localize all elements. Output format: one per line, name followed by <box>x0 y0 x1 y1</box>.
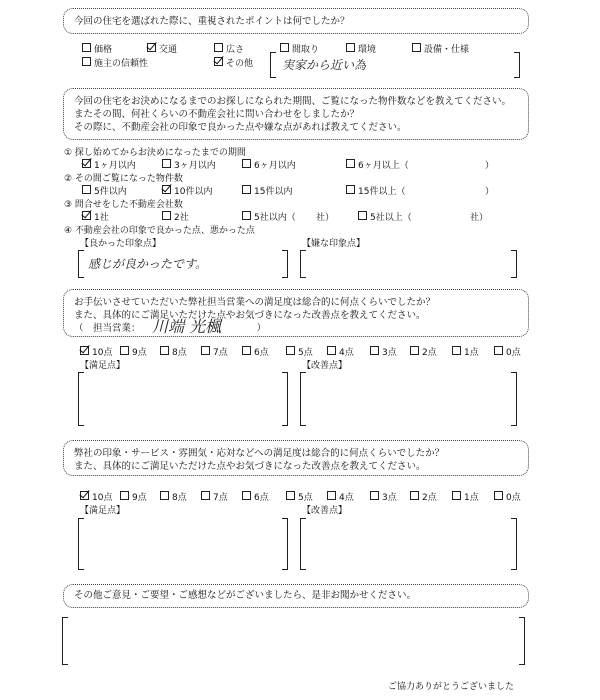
q2-good-answer[interactable]: 感じが良かったです。 <box>88 257 208 271</box>
q2-good-bracket-left <box>78 250 84 278</box>
q3-score-option[interactable] <box>410 345 437 358</box>
q1-option-transport[interactable]: 交通 <box>147 42 177 55</box>
q3-score-label: 4点 <box>339 348 354 358</box>
q4-score-label: 9点 <box>132 493 147 503</box>
q3-score-label: 8点 <box>172 348 187 358</box>
q2-prop-opt-3[interactable]: 15件以内 <box>242 184 292 197</box>
q2-line-3: その際に、不動産会社の印象で良かった点や嫌な点があれば教えてください。 <box>74 122 407 133</box>
q3-score-label: 7点 <box>213 348 228 358</box>
q1-checkbox-layout[interactable] <box>280 43 289 52</box>
q4-improve-bracket-left <box>300 518 306 570</box>
q4-question-box <box>63 440 529 476</box>
q1-option-price[interactable]: 価格 <box>82 42 112 55</box>
q2-period-checkbox-4[interactable] <box>346 159 355 168</box>
q4-score-checkbox[interactable] <box>201 491 210 500</box>
q2-period-checkbox-1[interactable] <box>82 159 91 168</box>
q3-score-label: 9点 <box>132 348 147 358</box>
q3-score-checkbox[interactable] <box>201 346 210 355</box>
q4-score-label: 0点 <box>506 493 521 503</box>
q1-checkbox-equipment[interactable] <box>412 43 421 52</box>
q3-line-1: お手伝いさせていただいた弊社担当営業への満足度は総合的に何点くらいでしたか？ <box>74 297 436 308</box>
q1-checkbox-environment[interactable] <box>346 43 355 52</box>
q2-period-opt-4[interactable]: 6ヶ月以上（ <box>346 158 409 171</box>
q1-checkbox-price[interactable] <box>82 43 91 52</box>
q4-score-option[interactable] <box>452 490 479 503</box>
q3-score-label: 6点 <box>254 348 269 358</box>
q2-prop-opt-1[interactable]: 5件以内 <box>82 184 127 197</box>
q3-score-label: 10点 <box>92 348 113 358</box>
q2-good-bracket-right <box>282 250 288 278</box>
q3-satisfied-bracket-right <box>282 372 288 426</box>
q2-prop-opt-4[interactable]: 15件以上（ <box>346 184 405 197</box>
q4-score-checkbox[interactable] <box>80 491 89 500</box>
q3-score-option[interactable] <box>160 345 187 358</box>
q4-score-label: 2点 <box>422 493 437 503</box>
q3-improve-bracket-left <box>300 372 306 426</box>
q2-period-checkbox-2[interactable] <box>162 159 171 168</box>
q4-improve-label: 【改善点】 <box>302 506 348 516</box>
q2-prop-close: ） <box>485 187 495 197</box>
q4-score-label: 7点 <box>213 493 228 503</box>
q1-question: 今回の住宅を選ばれた際に、重視されたポイントは何でしたか？ <box>74 16 350 27</box>
q4-line-1: 弊社の印象・サービス・雰囲気・応対などへの満足度は総合的に何点くらいでしたか？ <box>74 448 445 459</box>
q4-score-checkbox[interactable] <box>242 491 251 500</box>
q3-score-option[interactable] <box>242 345 269 358</box>
q1-checkbox-other[interactable] <box>214 57 223 66</box>
q4-score-option[interactable] <box>201 490 228 503</box>
q2-question-box <box>63 88 529 140</box>
q3-question-box <box>63 289 529 337</box>
q3-rep-name[interactable]: 川端 光楓 <box>152 317 222 336</box>
q2-prop-checkbox-1[interactable] <box>82 185 91 194</box>
q1-other-bracket-left <box>270 52 276 78</box>
q4-score-option[interactable] <box>242 490 269 503</box>
q4-score-checkbox[interactable] <box>120 491 129 500</box>
q2-comp-opt-2[interactable]: 2社 <box>162 210 189 223</box>
q4-line-2: また、具体的にご満足いただけた点やお気づきになった改善点を教えてください。 <box>74 461 426 472</box>
q3-satisfied-label: 【満足点】 <box>80 361 126 371</box>
q1-checkbox-builder-trust[interactable] <box>82 57 91 66</box>
q3-score-checkbox[interactable] <box>327 346 336 355</box>
q4-score-checkbox[interactable] <box>370 491 379 500</box>
q5-bracket-left <box>62 617 68 665</box>
q4-score-checkbox[interactable] <box>286 491 295 500</box>
q2-prop-checkbox-3[interactable] <box>242 185 251 194</box>
q4-score-option[interactable] <box>80 490 112 503</box>
q4-satisfied-bracket-left <box>78 518 84 570</box>
q3-score-option[interactable] <box>370 345 397 358</box>
q5-bracket-right <box>519 617 525 665</box>
q4-score-label: 8点 <box>172 493 187 503</box>
q3-score-label: 2点 <box>422 348 437 358</box>
q2-comp-unit-2: 社） <box>470 213 489 223</box>
q2-line-1: 今回の住宅をお決めになるまでのお探しになられた期間、ご覧になった物件数などを教えてください。 <box>74 96 512 107</box>
q4-score-option[interactable] <box>410 490 437 503</box>
q2-period-close: ） <box>485 161 495 171</box>
q2-comp-checkbox-3[interactable] <box>242 211 251 220</box>
q4-score-label: 3点 <box>382 493 397 503</box>
q2-bad-bracket-right <box>511 250 517 278</box>
q1-checkbox-size[interactable] <box>214 43 223 52</box>
q2-bad-label: 【嫌な印象点】 <box>302 239 366 249</box>
q2-bad-bracket-left <box>300 250 306 278</box>
q4-score-option[interactable] <box>120 490 147 503</box>
q2-period-opt-1[interactable]: 1ヶ月以内 <box>82 158 136 171</box>
q3-score-checkbox[interactable] <box>410 346 419 355</box>
q3-score-checkbox[interactable] <box>286 346 295 355</box>
q5-question: その他ご意見・ご要望・ご感想などがございましたら、是非お聞かせください。 <box>74 590 417 601</box>
q2-properties-title: ② その間ご覧になった物件数 <box>64 174 183 184</box>
q3-score-option[interactable] <box>80 345 112 358</box>
q1-option-size[interactable]: 広さ <box>214 42 244 55</box>
q1-question-box <box>63 8 529 34</box>
q2-prop-checkbox-4[interactable] <box>346 185 355 194</box>
q3-score-option[interactable] <box>201 345 228 358</box>
q2-comp-opt-3[interactable]: 5社以内（ <box>242 210 296 223</box>
q2-comp-opt-4[interactable]: 5社以上（ <box>358 210 412 223</box>
q3-rep-label: （ 担当営業： <box>74 323 141 334</box>
q2-period-opt-2[interactable]: 3ヶ月以内 <box>162 158 216 171</box>
footer-thanks: ご協力ありがとうございました <box>388 682 515 692</box>
q4-score-label: 4点 <box>339 493 354 503</box>
q3-score-checkbox[interactable] <box>494 346 503 355</box>
q4-score-option[interactable] <box>160 490 187 503</box>
q1-other-bracket-right <box>514 52 520 78</box>
q1-option-other[interactable]: その他 <box>214 56 253 69</box>
q4-satisfied-label: 【満足点】 <box>80 506 126 516</box>
q3-score-checkbox[interactable] <box>242 346 251 355</box>
q2-comp-checkbox-4[interactable] <box>358 211 367 220</box>
q1-other-answer[interactable]: 実家から近い為 <box>282 58 367 72</box>
q4-score-option[interactable] <box>286 490 313 503</box>
q3-score-option[interactable] <box>494 345 521 358</box>
q3-score-option[interactable] <box>327 345 354 358</box>
q2-period-opt-3[interactable]: 6ヶ月以内 <box>242 158 296 171</box>
q4-score-checkbox[interactable] <box>327 491 336 500</box>
q5-question-box <box>63 584 529 608</box>
q3-rep-close: ） <box>256 323 267 334</box>
q2-period-title: ① 探し始めてからお決めになったまでの期間 <box>64 148 246 158</box>
q2-period-checkbox-3[interactable] <box>242 159 251 168</box>
q2-comp-opt-1[interactable]: 1社 <box>82 210 109 223</box>
q4-score-label: 10点 <box>92 493 113 503</box>
q4-score-option[interactable] <box>370 490 397 503</box>
q3-line-2: また、具体的にご満足いただけた点やお気づきになった改善点を教えてください。 <box>74 310 426 321</box>
q2-comp-unit-1: 社） <box>316 213 335 223</box>
q1-option-layout[interactable]: 間取り <box>280 42 319 55</box>
q2-comp-checkbox-1[interactable] <box>82 211 91 220</box>
q3-satisfied-bracket-left <box>78 372 84 426</box>
q2-prop-checkbox-2[interactable] <box>162 185 171 194</box>
q3-score-checkbox[interactable] <box>120 346 129 355</box>
q3-improve-bracket-right <box>511 372 517 426</box>
q3-score-label: 5点 <box>298 348 313 358</box>
q4-score-checkbox[interactable] <box>410 491 419 500</box>
q4-improve-bracket-right <box>511 518 517 570</box>
q4-score-checkbox[interactable] <box>494 491 503 500</box>
q4-score-option[interactable] <box>327 490 354 503</box>
q1-option-builder-trust[interactable]: 施主の信頼性 <box>82 56 148 69</box>
q1-option-environment[interactable]: 環境 <box>346 42 376 55</box>
q2-comp-checkbox-2[interactable] <box>162 211 171 220</box>
q1-option-equipment[interactable]: 設備・仕様 <box>412 42 469 55</box>
q3-score-checkbox[interactable] <box>452 346 461 355</box>
q3-rep-line <box>74 322 518 335</box>
q3-score-label: 1点 <box>464 348 479 358</box>
q3-score-checkbox[interactable] <box>160 346 169 355</box>
q3-score-label: 3点 <box>382 348 397 358</box>
q3-improve-label: 【改善点】 <box>302 361 348 371</box>
q3-score-checkbox[interactable] <box>80 346 89 355</box>
q3-score-label: 0点 <box>506 348 521 358</box>
q4-score-label: 1点 <box>464 493 479 503</box>
q3-score-option[interactable] <box>120 345 147 358</box>
q2-line-2: またその間、何社くらいの不動産会社に問い合わせをしましたか？ <box>74 109 360 120</box>
q3-score-option[interactable] <box>452 345 479 358</box>
q1-checkbox-transport[interactable] <box>147 43 156 52</box>
q4-score-option[interactable] <box>494 490 521 503</box>
q4-score-label: 6点 <box>254 493 269 503</box>
q3-score-checkbox[interactable] <box>370 346 379 355</box>
q2-companies-title: ③ 問合せをした不動産会社数 <box>64 200 183 210</box>
q4-score-checkbox[interactable] <box>452 491 461 500</box>
q2-prop-opt-2[interactable]: 10件以内 <box>162 184 212 197</box>
q2-good-label: 【良かった印象点】 <box>80 239 162 249</box>
q2-impression-title: ④ 不動産会社の印象で良かった点、悪かった点 <box>64 226 255 236</box>
q4-satisfied-bracket-right <box>282 518 288 570</box>
q3-score-option[interactable] <box>286 345 313 358</box>
q4-score-checkbox[interactable] <box>160 491 169 500</box>
q4-score-label: 5点 <box>298 493 313 503</box>
